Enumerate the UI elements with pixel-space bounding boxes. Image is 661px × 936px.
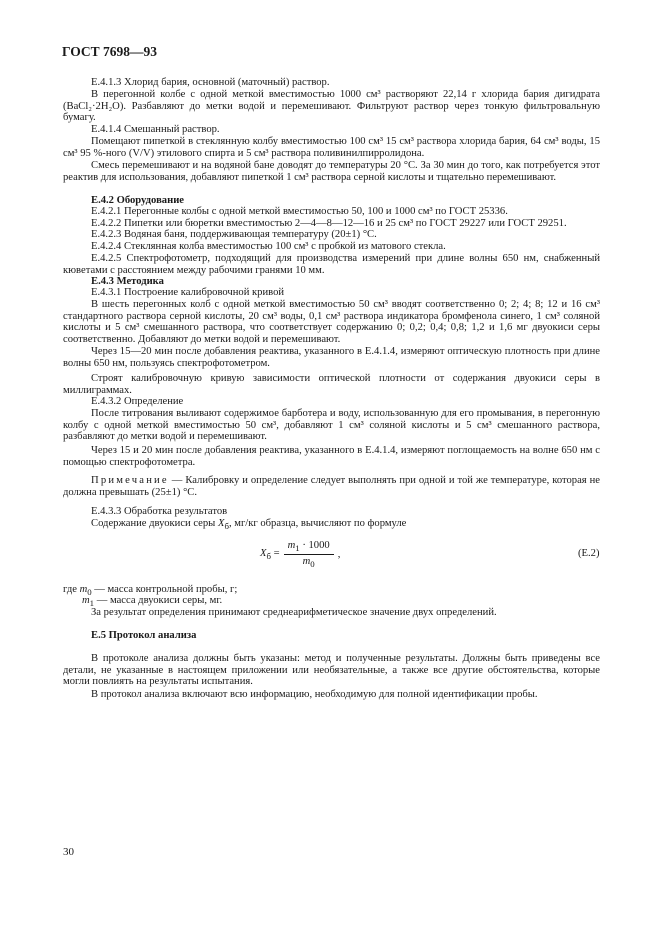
paragraph: В протоколе анализа должны быть указаны: метод и полученные результаты. Должны быть приведены все детали, не указанные в настоящем приложении или необязательные, а также все другие обстоятельства, которые могли повлиять на результаты испытания. [63, 653, 600, 688]
paragraph: Смесь перемешивают и на водяной бане доводят до температуры 20 °С. За 30 мин до того, как потребуется этот реактив для использования, добавляют пипеткой 1 см³ раствора серной кислоты и тщательно перемешивают. [63, 160, 600, 183]
paragraph: Помещают пипеткой в стеклянную колбу вместимостью 100 см³ 15 см³ раствора хлорида бария, 64 см³ воды, 15 см³ 95 %-ного (V/V) этилового спирта и 5 см³ раствора поливинилпирролидона. [63, 136, 600, 159]
heading-e5: Е.5 Протокол анализа [91, 630, 197, 641]
paragraph: После титрования выливают содержимое барботера и воду, использованную для его промывания, в перегонную колбу с одной меткой вместимостью 50 см³, добавляют 1 см³ соляной кислоты и 5 см³ смешанного раствора, разбавляют до метки водой и перемешивают. [63, 408, 600, 443]
content-line: Содержание двуокиси серы $X_б$, мг/кг образца, вычисляют по формуле [91, 518, 407, 532]
paragraph: Строят калибровочную кривую зависимости оптической плотности от содержания двуокиси серы в миллиграммах. [63, 373, 600, 396]
paragraph: В перегонной колбе с одной меткой вместимостью 1000 см³ растворяют 22,14 г хлорида бария дигидрата (BaCl₂·2H₂O). Разбавляют до метки водой и перемешивают. Фильтруют раствор через тонкую фильтровальную бумагу. [63, 89, 600, 124]
equation-number: (Е.2) [578, 548, 600, 559]
note [63, 475, 600, 498]
section-e414: Е.4.1.4 Смешанный раствор. [91, 124, 220, 135]
heading-e42: Е.4.2 Оборудование [91, 195, 184, 206]
paragraph: Е.4.2.4 Стеклянная колба вместимостью 100 см³ с пробкой из матового стекла. [91, 241, 446, 252]
paragraph: В протокол анализа включают всю информацию, необходимую для полной идентификации пробы. [91, 689, 538, 700]
where-line-m1: $m_1$ — масса двуокиси серы, мг. [82, 595, 223, 609]
section-e433: Е.4.3.3 Обработка результатов [91, 506, 228, 517]
heading-e43: Е.4.3 Методика [91, 276, 164, 287]
document-header: ГОСТ 7698—93 [62, 44, 158, 59]
section-e431: Е.4.3.1 Построение калибровочной кривой [91, 287, 285, 298]
formula-e2: $X_б$ = $\frac{m_1 \cdot 1000}{m_0}$ , [260, 540, 341, 570]
paragraph: Через 15 и 20 мин после добавления реактива, указанного в Е.4.1.4, измеряют поглощаемость на волне 650 нм с помощью спектрофотометра. [63, 445, 600, 468]
fraction: $\frac{m_1 \cdot 1000}{m_0}$ [284, 540, 334, 569]
note-text: — Калибровку и определение следует выполнять при одной и той же температуре, которая не должна превышать (25±1) °С. [63, 475, 600, 498]
page-number: 30 [63, 846, 74, 858]
paragraph: Е.4.2.3 Водяная баня, поддерживающая температуру (20±1) °С. [91, 229, 377, 240]
where-line-m0: где $m_0$ — масса контрольной пробы, г; [63, 584, 238, 598]
paragraph: Е.4.2.2 Пипетки или бюретки вместимостью 2—4—8—12—16 и 25 см³ по ГОСТ 29227 или ГОСТ 29251. [91, 218, 567, 229]
paragraph: Е.4.2.1 Перегонные колбы с одной меткой вместимостью 50, 100 и 1000 см³ по ГОСТ 25336. [91, 206, 508, 217]
paragraph: За результат определения принимают среднеарифметическое значение двух определений. [91, 607, 497, 618]
paragraph: В шесть перегонных колб с одной меткой вместимостью 50 см³ вводят соответственно 0; 2; 4; 8; 12 и 16 см³ стандартного раствора серной кислоты, 20 см³ воды, 0,1 см³ раствора индикатора бромфенола синего, 1 см³ соляной кислоты и 5 см³ смешанного раствора, что соответствует содержанию 0; 0,2; 0,4; 0,8; 1,2 и 1,6 мг двуокиси серы соответственно. Добавляют до метки водой и перемешивают. [63, 299, 600, 346]
note-label: Примечание [91, 475, 169, 486]
section-e432: Е.4.3.2 Определение [91, 396, 184, 407]
section-e413: Е.4.1.3 Хлорид бария, основной (маточный) раствор. [91, 77, 330, 88]
paragraph: Через 15—20 мин после добавления реактива, указанного в Е.4.1.4, измеряют оптическую плотность при длине волны 650 нм, пользуясь спектрофотометром. [63, 346, 600, 369]
paragraph: Е.4.2.5 Спектрофотометр, подходящий для производства измерений при длине волны 650 нм, снабженный кюветами с расстоянием между рабочими гранями 10 мм. [63, 253, 600, 276]
